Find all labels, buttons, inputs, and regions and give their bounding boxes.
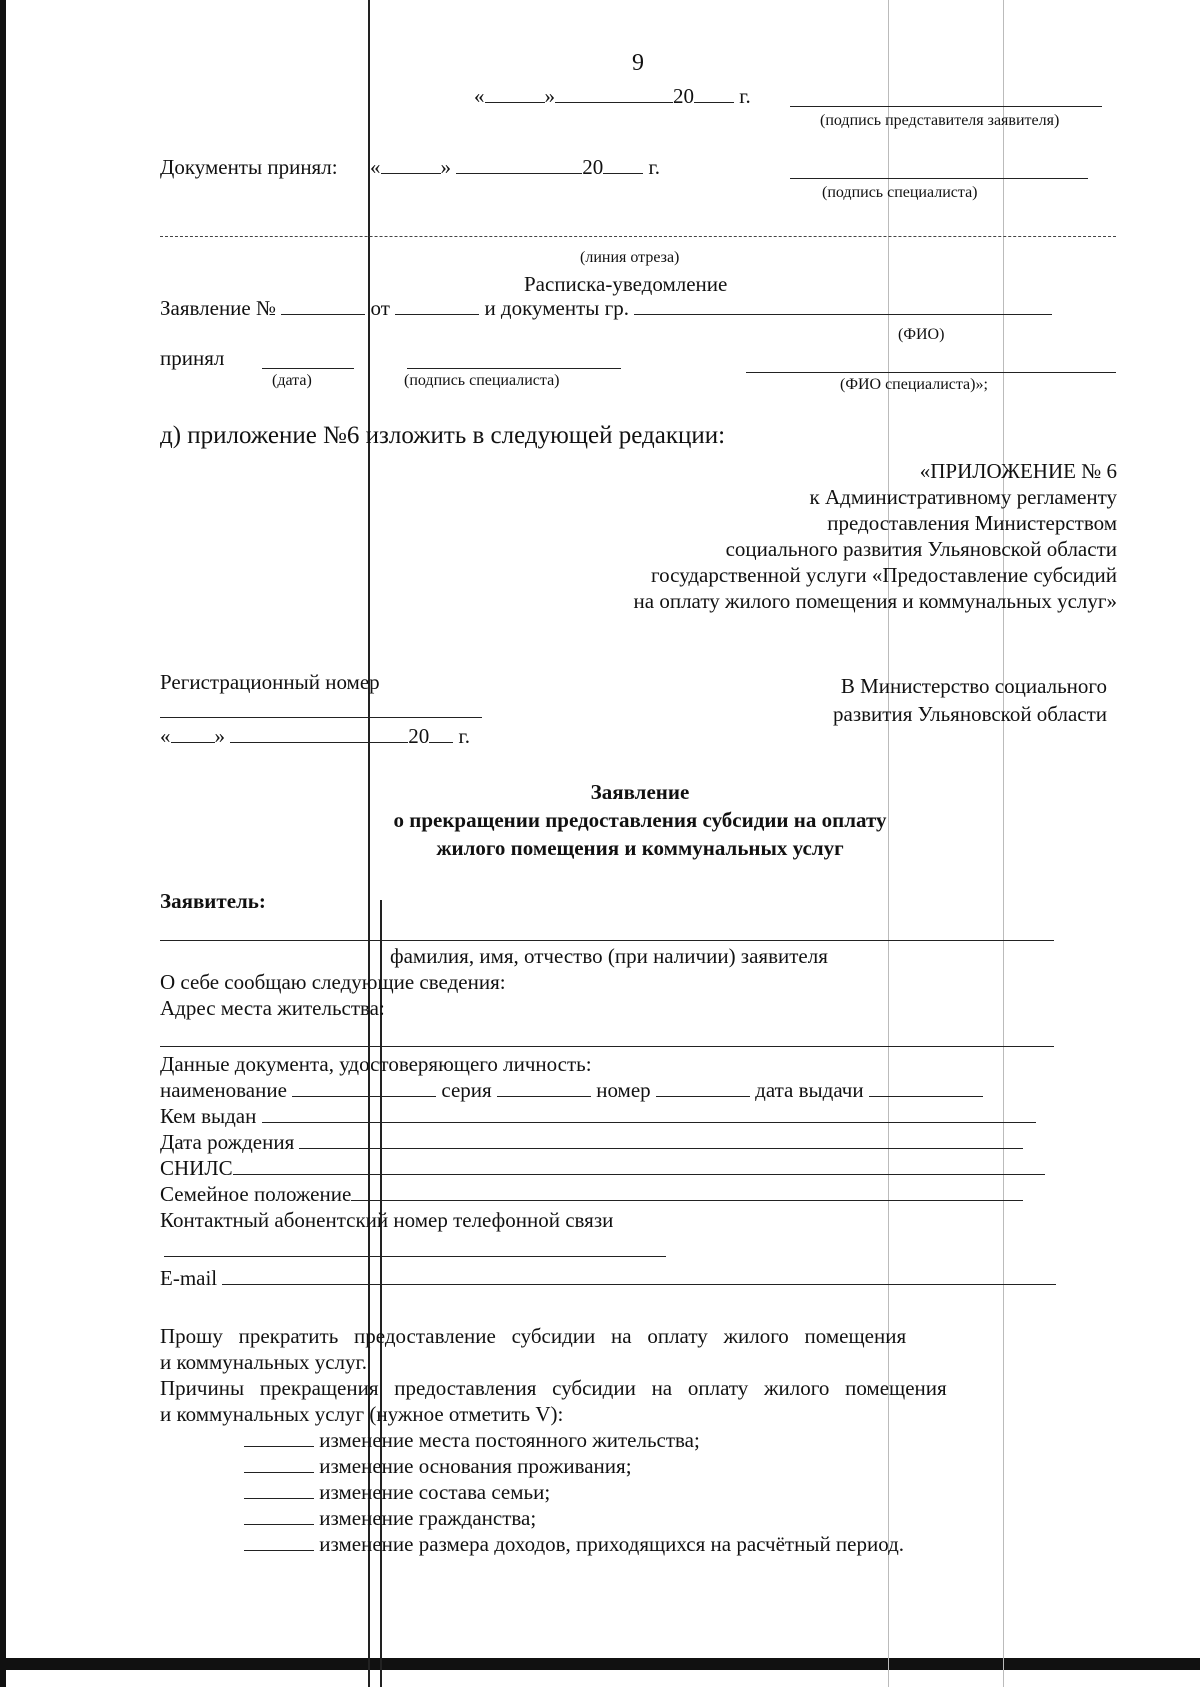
receipt-fio-caption: (ФИО) (898, 326, 945, 343)
form-title-line: жилого помещения и коммунальных услуг (436, 836, 844, 860)
appendix-header-line: к Административному регламенту (809, 485, 1117, 509)
appendix-header-line: «ПРИЛОЖЕНИЕ № 6 (919, 459, 1117, 483)
receipt-specialist-fio-line[interactable] (746, 372, 1116, 373)
appendix-header-line: на оплату жилого помещения и коммунальных услуг» (633, 589, 1117, 613)
scan-faint-line (1003, 0, 1004, 1687)
documents-accepted-label: Документы принял: (160, 155, 338, 179)
id-doc-row: наименование серия номер дата выдачи (160, 1078, 983, 1103)
specialist-signature-line[interactable] (790, 178, 1088, 179)
marital-row: Семейное положение (160, 1182, 1023, 1207)
reason-item[interactable]: изменение основания проживания; (244, 1454, 632, 1479)
receipt-signature-line[interactable] (407, 368, 621, 369)
addressee (707, 672, 1107, 728)
receipt-statement-row: Заявление № от и документы гр. (160, 296, 1052, 321)
reason-checkbox-line[interactable] (244, 1532, 314, 1551)
representative-signature-caption: (подпись представителя заявителя) (820, 112, 1060, 129)
address-label: Адрес места жительства: (160, 996, 385, 1020)
cut-line (160, 236, 1116, 237)
request-line-1: Прошу прекратить предоставление субсидии на оплату жилого помещения (160, 1324, 907, 1348)
form-title-line: о прекращении предоставления субсидии на оплату (393, 808, 887, 832)
amendment-text: д) приложение №6 изложить в следующей редакции: (160, 422, 726, 449)
appendix-header-line: государственной услуги «Предоставление субсидий (651, 563, 1117, 587)
form-title-line: Заявление (590, 780, 690, 804)
address-line[interactable] (160, 1046, 1054, 1047)
info-intro: О себе сообщаю следующие сведения: (160, 970, 506, 994)
cut-line-caption: (линия отреза) (580, 249, 680, 266)
appendix-header-line: социального развития Ульяновской области (725, 537, 1117, 561)
registration-number-line[interactable] (160, 717, 482, 718)
reason-item[interactable]: изменение гражданства; (244, 1506, 536, 1531)
snils-row: СНИЛС (160, 1156, 1045, 1181)
top-signature-date: « » 20 г. (474, 84, 751, 108)
reasons-line-1: Причины прекращения предоставления субсидии на оплату жилого помещения (160, 1376, 947, 1400)
addressee-line: развития Ульяновской области (833, 702, 1107, 726)
reason-checkbox-line[interactable] (244, 1428, 314, 1447)
documents-accepted-date: « » 20 г. (370, 155, 660, 179)
appendix-header-line: предоставления Министерством (827, 511, 1117, 535)
email-row: E-mail (160, 1266, 1056, 1291)
applicant-name-line[interactable] (160, 940, 1054, 941)
reason-item[interactable]: изменение размера доходов, приходящихся на расчётный период. (244, 1532, 904, 1557)
applicant-label: Заявитель: (160, 889, 266, 913)
phone-label: Контактный абонентский номер телефонной связи (160, 1208, 614, 1232)
registration-label: Регистрационный номер (160, 670, 380, 694)
receipt-title: Расписка-уведомление (524, 272, 728, 296)
reason-item[interactable]: изменение места постоянного жительства; (244, 1428, 700, 1453)
reasons-line-2: и коммунальных услуг (нужное отметить V): (160, 1402, 564, 1426)
request-line-2: и коммунальных услуг. (160, 1350, 367, 1374)
addressee-line: В Министерство социального (840, 674, 1107, 698)
reason-item[interactable]: изменение состава семьи; (244, 1480, 550, 1505)
scan-bottom-edge (0, 1658, 1200, 1670)
scan-left-edge (0, 0, 6, 1687)
applicant-name-caption: фамилия, имя, отчество (при наличии) заявителя (390, 944, 828, 968)
receipt-accepted-label: принял (160, 346, 225, 370)
receipt-date-caption: (дата) (272, 372, 312, 389)
id-doc-label: Данные документа, удостоверяющего личность: (160, 1052, 592, 1076)
receipt-signature-caption: (подпись специалиста) (404, 372, 560, 389)
issued-by-row: Кем выдан (160, 1104, 1036, 1129)
phone-line[interactable] (164, 1256, 666, 1257)
reason-checkbox-line[interactable] (244, 1480, 314, 1499)
appendix-header (417, 458, 1117, 614)
form-title (340, 778, 940, 862)
receipt-date-line[interactable] (262, 368, 354, 369)
reason-checkbox-line[interactable] (244, 1454, 314, 1473)
registration-date: « » 20 г. (160, 724, 470, 748)
reason-checkbox-line[interactable] (244, 1506, 314, 1525)
page-number: 9 (632, 50, 644, 76)
receipt-specialist-caption: (ФИО специалиста)»; (840, 376, 988, 393)
birth-date-row: Дата рождения (160, 1130, 1023, 1155)
specialist-signature-caption: (подпись специалиста) (822, 184, 978, 201)
representative-signature-line[interactable] (790, 106, 1102, 107)
